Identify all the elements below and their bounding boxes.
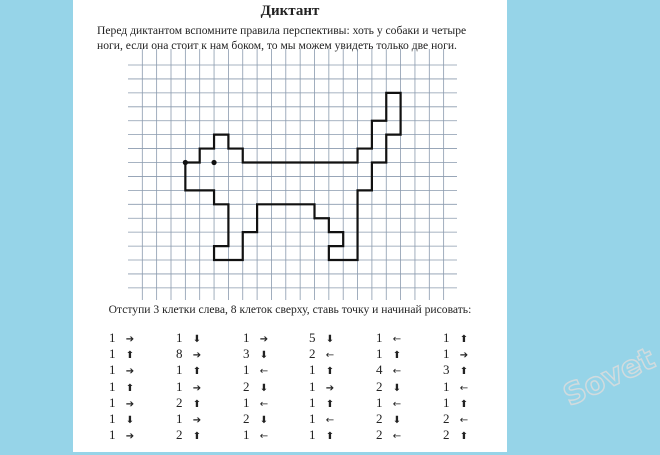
dictation-step [309,427,337,443]
step-count: 1 [109,411,116,426]
dictation-step [109,395,137,411]
step-count: 1 [309,394,316,410]
dictation-step [109,362,137,378]
arrow-left-icon: ← [459,382,469,394]
dictation-step [443,379,471,395]
step-count: 1 [443,330,450,345]
dictation-step [376,330,404,346]
arrow-right-icon: ➔ [125,398,135,410]
step-count: 1 [176,411,183,426]
arrow-left-icon: ← [459,415,469,426]
arrow-down-icon: ⬇ [259,350,269,362]
arrow-down-icon: ⬇ [325,334,335,345]
arrow-up-icon: ⬆ [459,366,469,378]
dictation-step [309,411,337,427]
dictation-step [376,346,404,362]
dictation-step [243,362,271,378]
step-count: 1 [176,362,183,378]
arrow-down-icon: ⬇ [259,382,269,394]
step-count: 2 [443,427,450,443]
step-count: 5 [309,330,316,345]
intro-line: ноги, если она стоит к нам боком, то мы можем увидеть только две ноги. [97,39,457,52]
step-count: 2 [176,394,183,410]
dictation-step [109,411,137,427]
arrow-down-icon: ⬇ [392,382,402,394]
dictation-step [176,379,204,395]
arrow-up-icon: ⬆ [192,398,202,410]
dictation-step [176,411,204,427]
arrow-right-icon: ➔ [259,334,269,345]
step-count: 3 [243,346,250,362]
dictation-step [109,330,137,346]
dictation-step [309,395,337,411]
arrow-down-icon: ⬇ [259,415,269,426]
step-count: 1 [176,330,183,345]
arrow-up-icon: ⬆ [192,431,202,443]
arrow-up-icon: ⬆ [459,398,469,410]
start-point-dot [183,160,188,165]
dictation-step [309,362,337,378]
watermark-logo: Sovet [558,341,660,414]
step-count: 1 [376,394,383,410]
step-count: 1 [109,362,116,378]
step-count: 1 [243,362,250,378]
step-count: 2 [376,378,383,394]
step-count: 8 [176,346,183,362]
page-title: Диктант [260,3,320,19]
dictation-step [176,330,204,346]
dictation-step [376,395,404,411]
arrow-left-icon: ← [259,431,269,443]
graph-paper-grid [73,0,507,300]
arrow-right-icon: ➔ [459,350,469,362]
arrow-left-icon: ← [392,431,402,443]
step-count: 2 [243,411,250,426]
dog-eye-dot [211,160,216,165]
step-count: 1 [109,427,116,443]
arrow-up-icon: ⬆ [325,366,335,378]
step-count: 1 [109,330,116,345]
step-count: 2 [443,411,450,426]
dictation-step [243,411,271,427]
step-count: 1 [443,394,450,410]
dictation-step [109,427,137,443]
dictation-step [109,346,137,362]
arrow-right-icon: ➔ [125,334,135,345]
dictation-step [176,395,204,411]
arrow-left-icon: ← [392,366,402,378]
step-count: 1 [376,330,383,345]
arrow-left-icon: ← [259,366,269,378]
step-count: 2 [309,346,316,362]
arrow-right-icon: ➔ [125,366,135,378]
arrow-down-icon: ⬇ [125,415,135,426]
step-count: 1 [309,378,316,394]
arrow-left-icon: ← [325,415,335,426]
step-count: 1 [443,378,450,394]
arrow-up-icon: ⬆ [125,382,135,394]
step-count: 2 [376,427,383,443]
step-count: 1 [109,346,116,362]
intro-line: Перед диктантом вспомните правила перспективы: хоть у собаки и четыре [97,24,467,37]
dictation-step [176,427,204,443]
step-count: 1 [443,346,450,362]
dictation-step [243,427,271,443]
arrow-up-icon: ⬆ [459,431,469,443]
dictation-step [309,379,337,395]
arrow-right-icon: ➔ [325,382,335,394]
arrow-left-icon: ← [259,398,269,410]
arrow-up-icon: ⬆ [192,366,202,378]
arrow-right-icon: ➔ [192,350,202,362]
dictation-step [243,346,271,362]
step-count: 3 [443,362,450,378]
dictation-step [443,411,471,427]
dictation-step [376,427,404,443]
step-count: 1 [176,378,183,394]
step-count: 1 [109,394,116,410]
instruction-text: Отступи 3 клетки слева, 8 клеток сверху, ставь точку и начинай рисовать: [108,303,472,316]
arrow-down-icon: ⬇ [392,415,402,426]
arrow-down-icon: ⬇ [192,334,202,345]
step-count: 1 [309,411,316,426]
dictation-step [309,346,337,362]
arrow-left-icon: ← [392,398,402,410]
dictation-step [176,346,204,362]
dictation-step [243,379,271,395]
worksheet-page [73,0,660,452]
dictation-step [443,346,471,362]
dictation-step [443,362,471,378]
dictation-step [309,330,337,346]
step-count: 2 [243,378,250,394]
step-count: 4 [376,362,383,378]
arrow-up-icon: ⬆ [459,334,469,345]
dictation-step [243,395,271,411]
arrow-up-icon: ⬆ [325,431,335,443]
step-count: 2 [376,411,383,426]
arrow-right-icon: ➔ [125,431,135,443]
arrow-up-icon: ⬆ [392,350,402,362]
dictation-step [376,379,404,395]
arrow-right-icon: ➔ [192,415,202,426]
dictation-step [376,362,404,378]
step-count: 1 [243,427,250,443]
dictation-step [243,330,271,346]
dictation-step [376,411,404,427]
dictation-step [443,427,471,443]
step-count: 1 [109,378,116,394]
dictation-step [176,362,204,378]
arrow-left-icon: ← [392,334,402,345]
dictation-step [109,379,137,395]
arrow-up-icon: ⬆ [125,350,135,362]
dictation-step [443,330,471,346]
step-count: 1 [376,346,383,362]
arrow-up-icon: ⬆ [325,398,335,410]
dictation-step [443,395,471,411]
arrow-right-icon: ➔ [192,382,202,394]
step-count: 2 [176,427,183,443]
step-count: 1 [309,427,316,443]
step-count: 1 [309,362,316,378]
arrow-left-icon: ← [325,350,335,362]
step-count: 1 [243,394,250,410]
step-count: 1 [243,330,250,345]
